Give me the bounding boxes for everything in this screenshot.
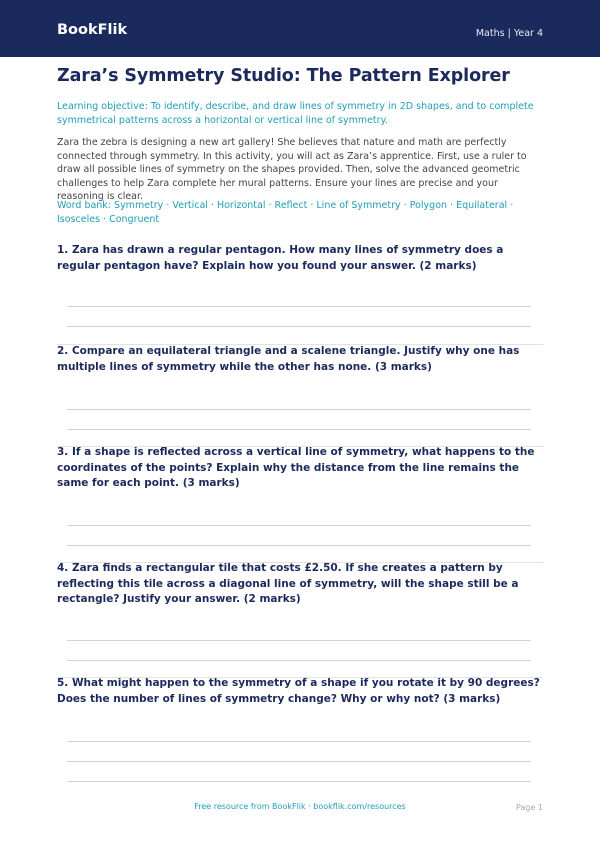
intro-paragraph: Zara the zebra is designing a new art gallery! She believes that nature and math are perfectly connected through symmetry. In this activity, you will act as Zara’s apprentice. First, use a ruler to draw all possible lines of symmetry on the shapes provided. Then, solve the advanced geometric challenges to help Zara complete her mural patterns. Ensure your lines are precise and your reasoning is clear. <box>57 137 527 202</box>
footer-resource-link[interactable]: Free resource from BookFlik · bookflik.com/resources <box>194 802 406 811</box>
answer-line[interactable] <box>67 429 531 430</box>
answer-line[interactable] <box>67 525 531 526</box>
answer-line[interactable] <box>67 409 531 410</box>
question-2: 2. Compare an equilateral triangle and a scalene triangle. Justify why one has multiple lines of symmetry while the other has none. (3 marks) <box>57 345 520 373</box>
answer-line[interactable] <box>67 545 531 546</box>
learning-objective: Learning objective: To identify, describe, and draw lines of symmetry in 2D shapes, and to complete symmetrical patterns across a horizontal or vertical line of symmetry. <box>57 101 534 126</box>
answer-line[interactable] <box>67 761 531 762</box>
answer-line[interactable] <box>67 326 531 327</box>
word-bank: Word bank: Symmetry · Vertical · Horizontal · Reflect · Line of Symmetry · Polygon · Equilateral · Isosceles · Congruent <box>57 200 514 225</box>
question-1: 1. Zara has drawn a regular pentagon. How many lines of symmetry does a regular pentagon have? Explain how you found your answer. (2 marks) <box>57 244 504 272</box>
page-number: Page 1 <box>516 803 543 812</box>
brand-logo: BookFlik <box>57 22 128 38</box>
question-3: 3. If a shape is reflected across a vertical line of symmetry, what happens to the coordinates of the points? Explain why the distance from the line remains the same for each point. (3 marks) <box>57 446 535 489</box>
page-header <box>0 0 600 57</box>
answer-line[interactable] <box>67 660 531 661</box>
question-5: 5. What might happen to the symmetry of a shape if you rotate it by 90 degrees? Does the number of lines of symmetry change? Why or why not? (3 marks) <box>57 677 540 705</box>
worksheet-title: Zara’s Symmetry Studio: The Pattern Explorer <box>57 66 510 86</box>
answer-line[interactable] <box>67 741 531 742</box>
answer-line[interactable] <box>67 640 531 641</box>
answer-line[interactable] <box>67 781 531 782</box>
question-4: 4. Zara finds a rectangular tile that costs £2.50. If she creates a pattern by reflecting this tile across a diagonal line of symmetry, will the shape still be a rectangle? Justify your answer. (2 marks) <box>57 562 519 605</box>
subject-year-label: Maths | Year 4 <box>475 28 543 39</box>
answer-line[interactable] <box>67 306 531 307</box>
